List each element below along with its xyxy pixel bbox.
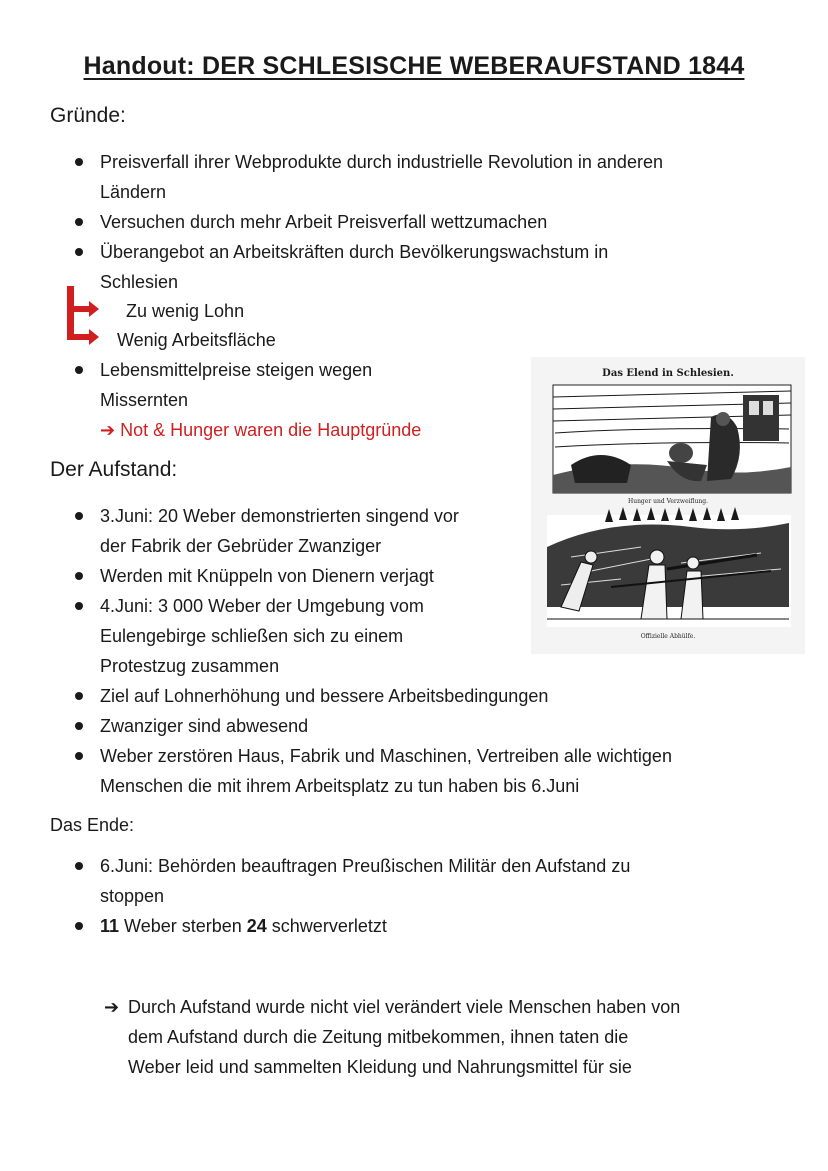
- red-branch-arrow-icon: [65, 286, 101, 346]
- bullet-icon: [75, 158, 83, 166]
- section-heading-aufstand: Der Aufstand:: [50, 458, 178, 481]
- list-item: Überangebot an Arbeitskräften durch Bevölkerungswachstum in Schlesien: [0, 237, 790, 297]
- illustration-caption-bottom: Offizielle Abhülfe.: [640, 633, 696, 640]
- section-heading-gruende: Gründe:: [50, 104, 126, 127]
- bullet-icon: [75, 752, 83, 760]
- bullet-icon: [75, 692, 83, 700]
- list-item: Preisverfall ihrer Webprodukte durch industrielle Revolution in anderen Ländern: [0, 147, 790, 207]
- bullet-icon: [75, 248, 83, 256]
- final-note: ➔ Durch Aufstand wurde nicht viel verändert viele Menschen haben von dem Aufstand durch die Zeitung mitbekommen, ihnen taten die Weber leid und sammelten Kleidung und Nahrungsmittel für sie: [104, 992, 784, 1082]
- gruende-conclusion: ➔ Not & Hunger waren die Hauptgründe: [100, 420, 422, 440]
- list-item: Versuchen durch mehr Arbeit Preisverfall wettzumachen: [0, 207, 790, 237]
- bullet-icon: [75, 572, 83, 580]
- list-item: Werden mit Knüppeln von Dienern verjagt: [0, 561, 790, 591]
- bullet-icon: [75, 922, 83, 930]
- bullet-icon: [75, 218, 83, 226]
- list-item: 11 Weber sterben 24 schwerverletzt: [0, 911, 790, 941]
- ende-list: [0, 851, 790, 941]
- list-item: 6.Juni: Behörden beauftragen Preußischen Militär den Aufstand zu stoppen: [0, 851, 790, 911]
- list-item: Zwanziger sind abwesend: [0, 711, 790, 741]
- gruende-list: [0, 147, 790, 297]
- arrow-right-icon: ➔: [104, 997, 120, 1017]
- bullet-icon: [75, 602, 83, 610]
- list-item: Lebensmittelpreise steigen wegen Missernten: [0, 355, 520, 415]
- bullet-icon: [75, 366, 83, 374]
- list-item: 3.Juni: 20 Weber demonstrierten singend vor der Fabrik der Gebrüder Zwanziger: [0, 501, 790, 561]
- section-heading-ende: Das Ende:: [50, 815, 135, 835]
- aufstand-list: [0, 501, 790, 801]
- bullet-icon: [75, 512, 83, 520]
- list-item: Ziel auf Lohnerhöhung und bessere Arbeitsbedingungen: [0, 681, 790, 711]
- bullet-icon: [75, 722, 83, 730]
- sub-point-lohn: Zu wenig Lohn: [126, 301, 245, 321]
- illustration-title: Das Elend in Schlesien.: [602, 368, 734, 379]
- sub-point-arbeitsflaeche: Wenig Arbeitsfläche: [117, 330, 276, 350]
- illustration-caption-top: Hunger und Verzweiflung.: [627, 498, 709, 505]
- page-title: Handout: DER SCHLESISCHE WEBERAUFSTAND 1844: [83, 52, 745, 80]
- list-item: Weber zerstören Haus, Fabrik und Maschinen, Vertreiben alle wichtigen Menschen die mit ihrem Arbeitsplatz zu tun haben bis 6.Juni: [0, 741, 790, 801]
- gruende-list-cont: [0, 355, 520, 415]
- list-item: 4.Juni: 3 000 Weber der Umgebung vom Eulengebirge schließen sich zu einem Protestzug zusammen: [0, 591, 790, 681]
- bullet-icon: [75, 862, 83, 870]
- arrow-right-icon: ➔: [100, 420, 116, 440]
